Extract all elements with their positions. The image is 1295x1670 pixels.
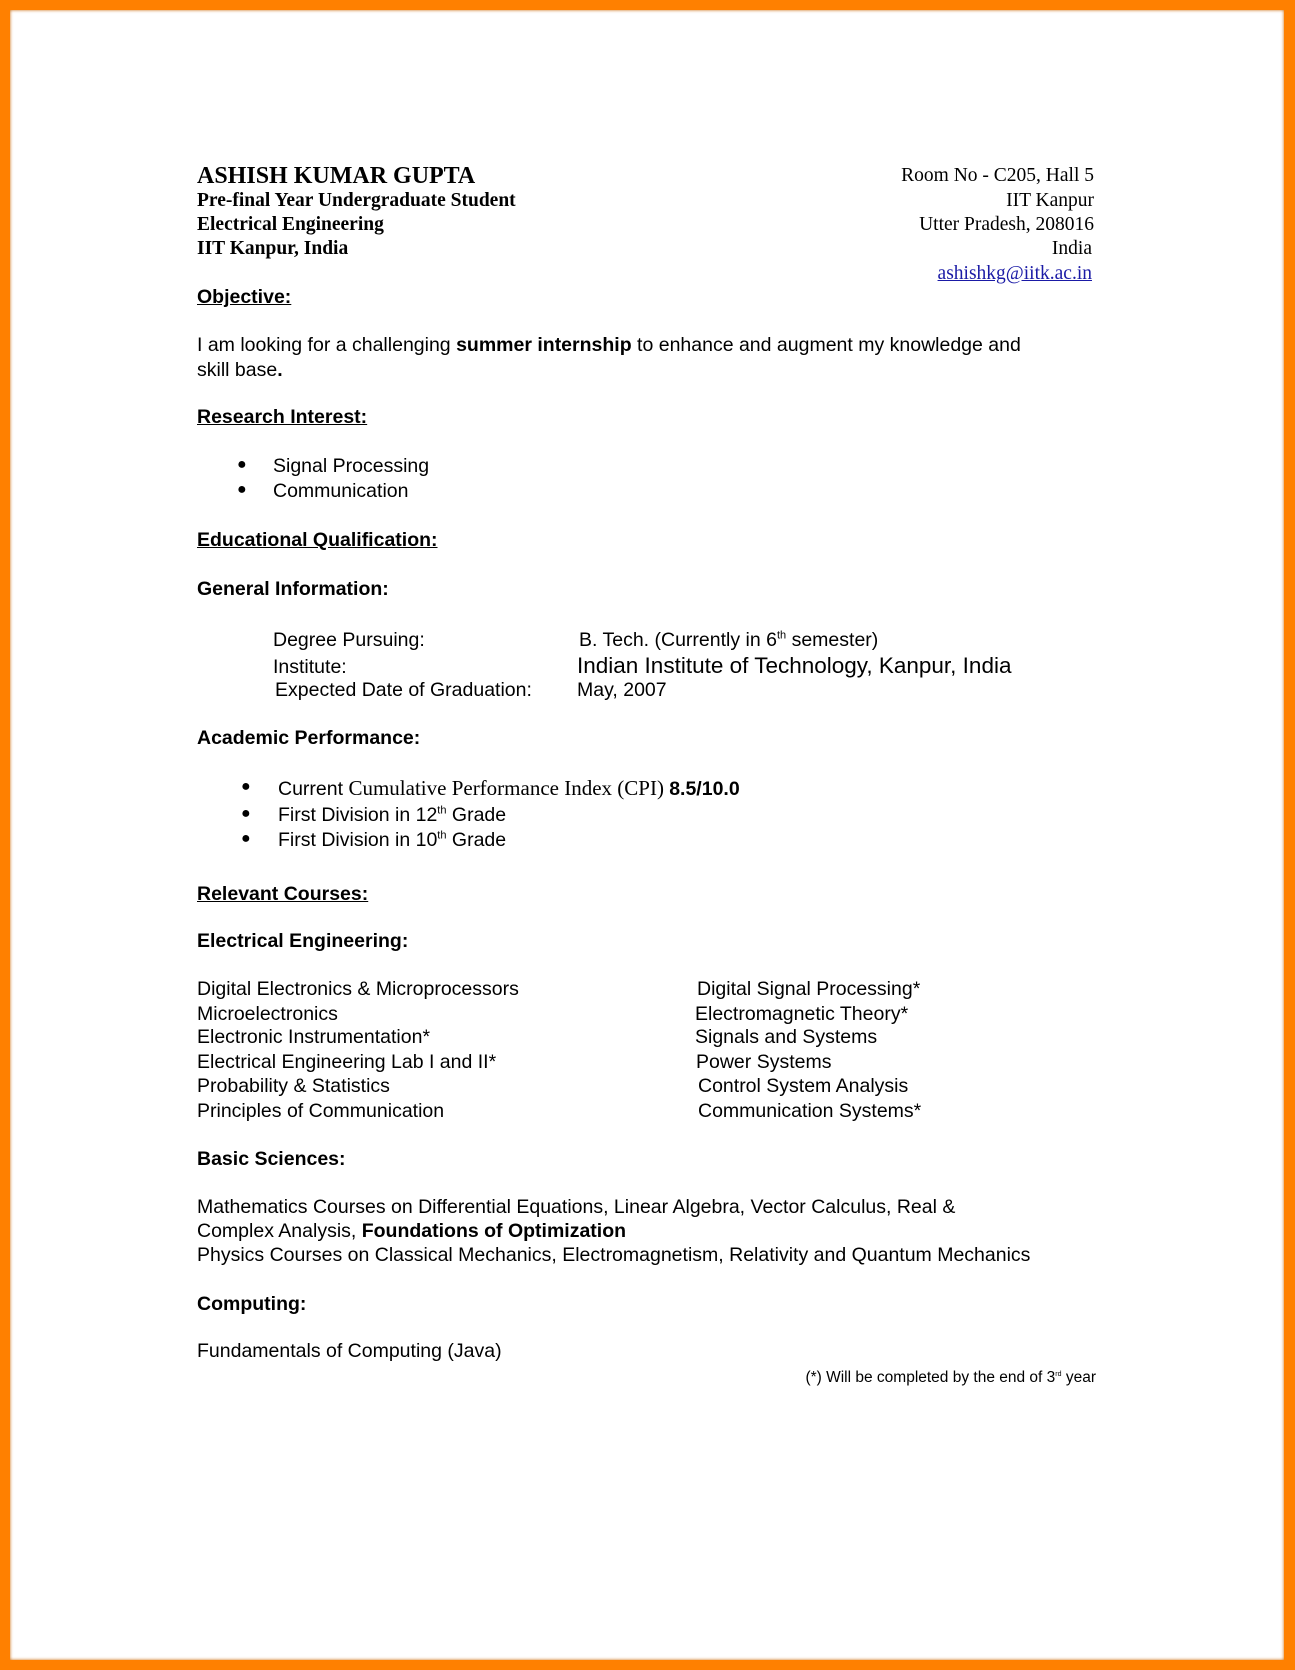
academic-heading: Academic Performance: <box>197 727 421 749</box>
course-item: Electrical Engineering Lab I and II* <box>197 1051 497 1073</box>
research-item: Signal Processing <box>273 455 430 477</box>
bullet-icon: ● <box>237 456 247 473</box>
info-label: Degree Pursuing: <box>273 629 425 651</box>
course-item: Probability & Statistics <box>197 1075 390 1097</box>
academic-item: First Division in 10th Grade <box>278 829 507 851</box>
bullet-icon: ● <box>241 830 251 847</box>
objective-heading: Objective: <box>197 286 292 308</box>
address-line: Room No - C205, Hall 5 <box>901 165 1094 186</box>
header-line: Electrical Engineering <box>197 214 384 235</box>
course-item: Principles of Communication <box>197 1100 445 1122</box>
candidate-name: ASHISH KUMAR GUPTA <box>197 163 476 189</box>
header-line: IIT Kanpur, India <box>197 238 349 259</box>
research-heading: Research Interest: <box>197 406 368 428</box>
basic-sciences-text: Complex Analysis, Foundations of Optimization <box>197 1220 627 1242</box>
info-value: B. Tech. (Currently in 6th semester) <box>579 629 879 651</box>
course-item: Signals and Systems <box>695 1026 878 1048</box>
basic-sciences-text: Mathematics Courses on Differential Equations, Linear Algebra, Vector Calculus, Real & <box>197 1196 956 1218</box>
course-item: Digital Signal Processing* <box>697 978 921 1000</box>
academic-item: Current Cumulative Performance Index (CPI) 8.5/10.0 <box>278 776 740 800</box>
objective-text: I am looking for a challenging summer internship to enhance and augment my knowledge and <box>197 334 1021 356</box>
basic-sciences-text: Physics Courses on Classical Mechanics, Electromagnetism, Relativity and Quantum Mechanics <box>197 1244 1031 1266</box>
courses-heading: Relevant Courses: <box>197 883 369 905</box>
bullet-icon: ● <box>237 481 247 498</box>
computing-heading: Computing: <box>197 1293 307 1315</box>
info-value: May, 2007 <box>577 679 667 701</box>
address-line: India <box>1051 238 1092 259</box>
header-line: Pre-final Year Undergraduate Student <box>197 190 516 211</box>
ee-heading: Electrical Engineering: <box>197 930 409 952</box>
course-item: Microelectronics <box>197 1003 338 1025</box>
info-value: Indian Institute of Technology, Kanpur, India <box>577 653 1012 678</box>
info-label: Institute: <box>273 656 347 678</box>
course-item: Electromagnetic Theory* <box>695 1003 909 1025</box>
computing-text: Fundamentals of Computing (Java) <box>197 1340 502 1362</box>
footnote: (*) Will be completed by the end of 3rd year <box>805 1369 1096 1386</box>
course-item: Power Systems <box>696 1051 832 1073</box>
objective-text: skill base. <box>197 359 283 381</box>
academic-item: First Division in 12th Grade <box>278 804 507 826</box>
research-item: Communication <box>273 480 409 502</box>
address-line: IIT Kanpur <box>1006 190 1094 211</box>
address-line: Utter Pradesh, 208016 <box>919 214 1094 235</box>
basic-sciences-heading: Basic Sciences: <box>197 1148 346 1170</box>
course-item: Digital Electronics & Microprocessors <box>197 978 519 1000</box>
general-info-heading: General Information: <box>197 578 389 600</box>
course-item: Communication Systems* <box>698 1100 922 1122</box>
email-link[interactable]: ashishkg@iitk.ac.in <box>937 263 1092 284</box>
bullet-icon: ● <box>241 805 251 822</box>
course-item: Electronic Instrumentation* <box>197 1026 431 1048</box>
info-label: Expected Date of Graduation: <box>275 679 532 701</box>
education-heading: Educational Qualification: <box>197 529 438 551</box>
bullet-icon: ● <box>241 778 251 795</box>
course-item: Control System Analysis <box>698 1075 909 1097</box>
